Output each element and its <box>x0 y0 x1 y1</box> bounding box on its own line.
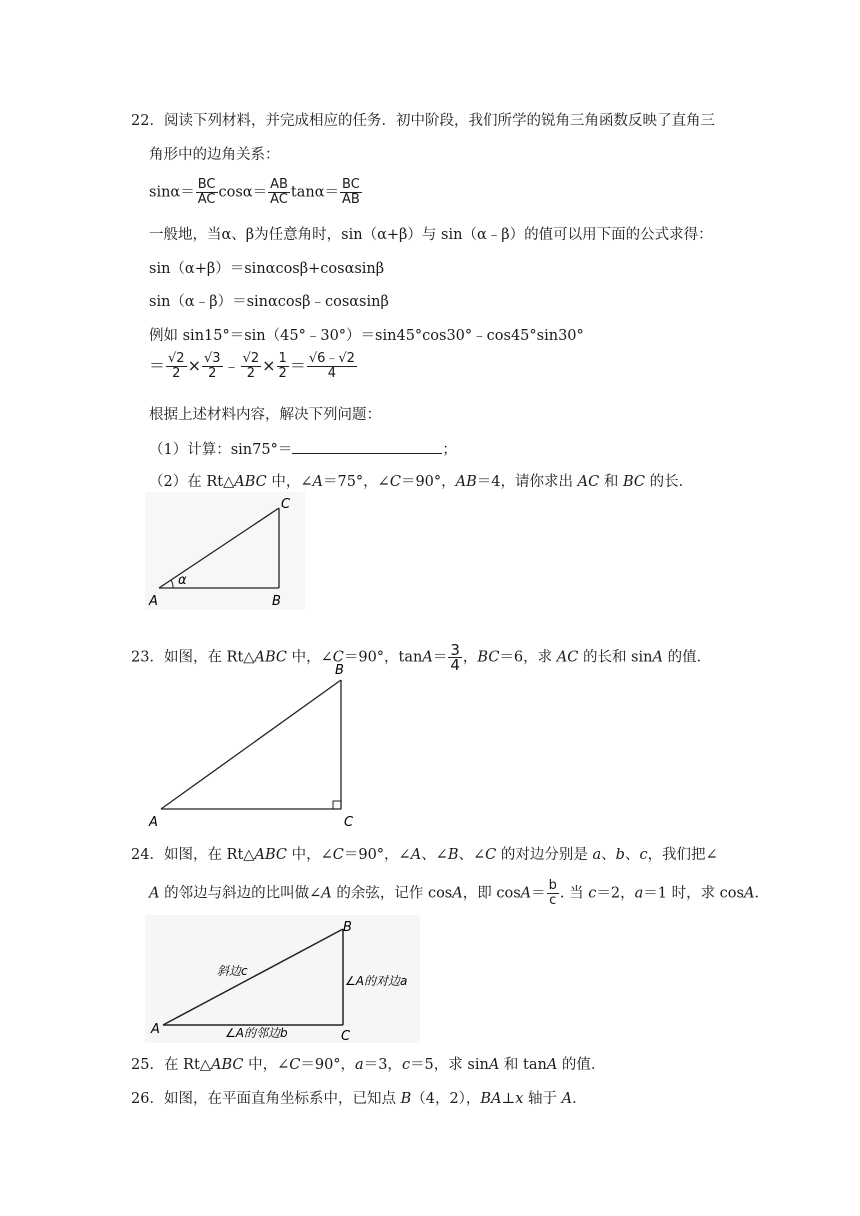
vertex-label-A: A <box>149 815 158 828</box>
text-run: a <box>592 847 602 863</box>
text-run: 24．如图，在 Rt△ <box>131 847 255 863</box>
text-run: b <box>615 847 625 863</box>
opposite-side-label: ∠A的对边a <box>345 974 408 988</box>
fraction-numerator: b <box>548 878 557 893</box>
text-run: c <box>588 885 597 902</box>
text-run: ＝3， <box>363 1057 402 1073</box>
text-run: ． <box>754 885 769 902</box>
text-run: A <box>488 1057 500 1073</box>
fraction-numerator: 3 <box>450 641 460 659</box>
text-run: 中，∠ <box>243 1057 290 1073</box>
q26-text <box>131 1089 587 1109</box>
text-run: ABC <box>254 649 287 666</box>
fraction-denominator: AB <box>342 192 360 207</box>
q22-task1 <box>149 439 457 460</box>
text-run: 的对边分别是 <box>496 847 593 863</box>
minus-sign: ﹣ <box>223 356 240 375</box>
text-run: A <box>743 885 755 902</box>
q22-task2 <box>149 472 693 492</box>
tan-fraction <box>340 178 362 207</box>
text-run: A <box>410 847 422 863</box>
q24-text-line2 <box>149 879 769 908</box>
fraction <box>277 352 289 381</box>
vertex-label-C: C <box>281 497 291 512</box>
tan-definition: tanα＝ <box>290 184 340 201</box>
text-run: A <box>422 649 433 666</box>
text-run: A <box>520 885 532 902</box>
text-run: 、∠ <box>421 847 448 863</box>
fraction-numerator: √3 <box>203 351 221 366</box>
fraction-denominator: 2 <box>278 366 287 381</box>
text-run: ＝90°，∠ <box>343 847 411 863</box>
fraction-numerator: √2 <box>242 351 260 366</box>
fraction <box>202 352 223 381</box>
text-run: B <box>400 1091 412 1107</box>
q22-formula-diff: sin（α﹣β）＝sinαcosβ﹣cosαsinβ <box>149 294 389 310</box>
text-run: 、 <box>624 847 640 863</box>
text-run: 轴于 <box>523 1091 562 1107</box>
task1-suffix: ； <box>442 442 457 458</box>
q22-intro-line1: 22．阅读下列材料，并完成相应的任务．初中阶段，我们所学的锐角三角函数反映了直角三 <box>131 113 715 129</box>
fraction <box>307 352 357 381</box>
equals-sign: ＝ <box>289 356 306 375</box>
text-run: ⊥ <box>501 1091 516 1107</box>
text-run: A <box>312 474 323 490</box>
fraction <box>166 352 187 381</box>
vertex-label-A: A <box>149 594 158 609</box>
tan-fraction <box>448 643 462 672</box>
fraction-denominator: 2 <box>246 366 255 381</box>
q22-triangle-figure <box>145 492 305 610</box>
q22-example-calculation <box>149 352 358 381</box>
text-run: 的邻边与斜边的比叫做∠ <box>159 885 322 902</box>
text-run: ABC <box>234 474 267 490</box>
text-run: 、 <box>601 847 616 863</box>
text-run: AB <box>455 474 477 490</box>
text-run: ，即 cos <box>462 885 521 902</box>
q22-intro-line2: 角形中的边角关系： <box>149 147 280 163</box>
text-run: x <box>515 1091 524 1107</box>
text-run: 的余弦，记作 cos <box>331 885 453 902</box>
text-run: （2）在 Rt△ <box>149 474 235 490</box>
vertex-label-B: B <box>335 663 344 678</box>
text-run: ＝90°， <box>300 1057 356 1073</box>
q24-text-line1 <box>131 845 718 865</box>
fraction-numerator: √6﹣√2 <box>308 351 355 366</box>
text-run: （4，2）， <box>411 1091 481 1107</box>
right-angle-marker <box>333 801 341 809</box>
text-run: 的值． <box>662 649 712 666</box>
text-run: 中，∠ <box>286 847 333 863</box>
text-run: AC <box>577 474 600 490</box>
text-run: ABC <box>210 1057 244 1073</box>
fraction-denominator: c <box>549 893 557 908</box>
q25-text <box>131 1055 605 1075</box>
text-run: ，我们把∠ <box>647 847 718 863</box>
hypotenuse-label: 斜边c <box>217 964 248 978</box>
text-run: C <box>332 847 344 863</box>
answer-blank[interactable] <box>292 439 442 454</box>
text-run: c <box>401 1057 411 1073</box>
text-run: 的长和 sin <box>578 649 653 666</box>
side-AB <box>161 680 341 809</box>
fraction-numerator: √2 <box>168 351 185 366</box>
cos-fraction <box>547 879 559 908</box>
sin-definition: sinα＝ <box>149 184 195 201</box>
equals-sign: ＝ <box>149 356 166 375</box>
q22-definitions <box>149 178 363 207</box>
text-run: C <box>389 474 401 490</box>
text-run: AC <box>556 649 579 666</box>
text-run: 和 <box>599 474 623 490</box>
text-run: ． <box>572 1091 587 1107</box>
fraction-numerator: AB <box>270 177 288 192</box>
text-run: A <box>561 1091 573 1107</box>
text-run: ＝75°，∠ <box>322 474 390 490</box>
cos-fraction <box>268 178 290 207</box>
text-run: a <box>355 1057 364 1073</box>
text-run: ＝90°，tan <box>343 649 423 666</box>
vertex-label-C: C <box>344 815 354 828</box>
times-sign: × <box>187 356 201 375</box>
text-run: a <box>634 885 644 902</box>
text-run: ＝4，请你求出 <box>476 474 578 490</box>
sin-fraction <box>196 178 218 207</box>
fraction-denominator: 4 <box>450 656 460 674</box>
text-run: A <box>452 885 463 902</box>
text-run: 中，∠ <box>266 474 313 490</box>
text-run: C <box>485 847 497 863</box>
text-run: 的长． <box>644 474 694 490</box>
text-run: C <box>289 1057 301 1073</box>
vertex-label-B: B <box>272 594 281 609</box>
times-sign: × <box>262 356 276 375</box>
fraction-denominator: 2 <box>172 366 181 381</box>
vertex-label-A: A <box>151 1022 160 1037</box>
fraction-denominator: AC <box>270 192 288 207</box>
fraction-denominator: 4 <box>327 366 337 381</box>
text-run: . 当 <box>559 885 589 902</box>
text-run: BA <box>480 1091 502 1107</box>
q22-task-intro: 根据上述材料内容，解决下列问题： <box>149 407 381 423</box>
cos-definition: cosα＝ <box>218 184 268 201</box>
text-run: BC <box>622 474 645 490</box>
text-run: C <box>332 649 344 666</box>
q22-formula-sum: sin（α+β）＝sinαcosβ+cosαsinβ <box>149 261 385 277</box>
text-run: ＝ <box>432 649 448 666</box>
text-run: ABC <box>254 847 287 863</box>
adjacent-side-label: ∠A的邻边b <box>225 1026 288 1040</box>
text-run: 和 tan <box>499 1057 547 1073</box>
text-run: ＝5，求 sin <box>410 1057 489 1073</box>
alpha-label: α <box>178 573 187 588</box>
text-run: 25．在 Rt△ <box>131 1057 211 1073</box>
text-run: c <box>639 847 648 863</box>
text-run: ＝90°， <box>400 474 456 490</box>
text-run: A <box>321 885 332 902</box>
q23-triangle-figure <box>145 660 360 828</box>
text-run: ＝2， <box>596 885 635 902</box>
text-run: A <box>546 1057 558 1073</box>
text-run: A <box>652 649 663 666</box>
text-run: ， <box>462 649 478 666</box>
vertex-label-B: B <box>343 920 352 935</box>
q22-general-statement: 一般地，当α、β为任意角时，sin（α+β）与 sin（α﹣β）的值可以用下面的公式求得： <box>149 227 713 243</box>
task1-prompt: （1）计算：sin75°＝ <box>149 442 293 458</box>
text-run: ＝6，求 <box>499 649 557 666</box>
text-run: 中，∠ <box>286 649 333 666</box>
text-run: 、∠ <box>458 847 486 863</box>
vertex-label-C: C <box>341 1029 351 1043</box>
fraction-numerator: 1 <box>278 351 287 366</box>
text-run: 的值． <box>557 1057 606 1073</box>
fraction-denominator: AC <box>197 192 216 207</box>
q24-triangle-figure <box>145 915 420 1043</box>
text-run: ＝ <box>531 885 546 902</box>
text-run: ＝1 时，求 cos <box>643 885 744 902</box>
text-run: B <box>447 847 459 863</box>
fraction-numerator: BC <box>340 178 362 193</box>
text-run: BC <box>477 649 500 666</box>
fraction-numerator: BC <box>197 177 216 192</box>
fraction <box>241 352 262 381</box>
q22-example: 例如 sin15°＝sin（45°﹣30°）＝sin45°cos30°﹣cos45°sin30° <box>149 328 584 344</box>
text-run: A <box>149 885 160 902</box>
text-run: 23．如图，在 Rt△ <box>131 649 255 666</box>
text-run: 26．如图，在平面直角坐标系中，已知点 <box>131 1091 401 1107</box>
fraction-denominator: 2 <box>208 366 217 381</box>
